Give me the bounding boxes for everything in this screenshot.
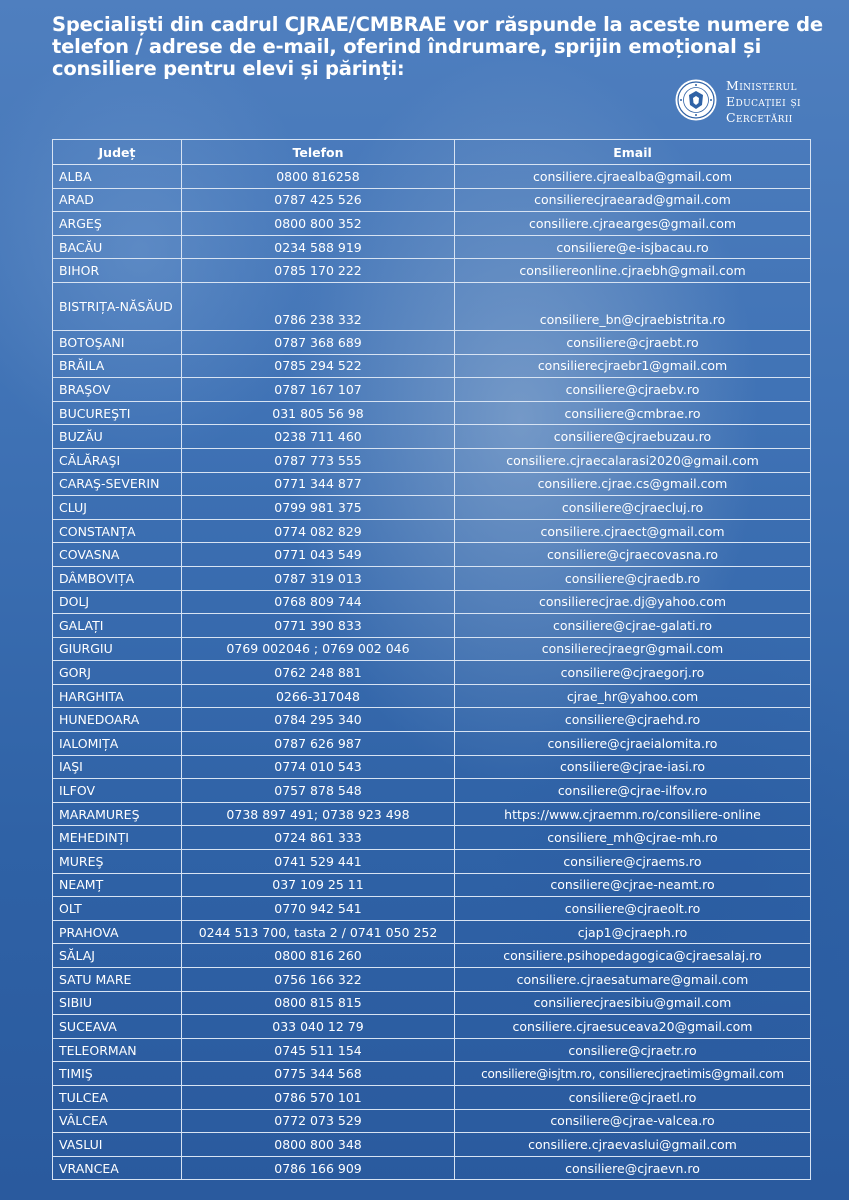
- county-cell: BISTRIȚA-NĂSĂUD: [53, 282, 182, 330]
- phone-cell: 0238 711 460: [182, 425, 455, 449]
- email-cell: consilierecjraegr@gmail.com: [455, 637, 811, 661]
- county-cell: ILFOV: [53, 779, 182, 803]
- county-cell: DÂMBOVIȚA: [53, 566, 182, 590]
- table-row: [53, 1109, 811, 1133]
- county-cell: ARGEŞ: [53, 212, 182, 236]
- phone-cell: 0785 294 522: [182, 354, 455, 378]
- county-cell: BRAŞOV: [53, 378, 182, 402]
- county-cell: NEAMȚ: [53, 873, 182, 897]
- county-cell: MEHEDINȚI: [53, 826, 182, 850]
- county-cell: IALOMIȚA: [53, 732, 182, 756]
- table-row: [53, 991, 811, 1015]
- email-cell: consiliere@cjrae-valcea.ro: [455, 1109, 811, 1133]
- table-row: [53, 1085, 811, 1109]
- email-cell: consiliere@cjraedb.ro: [455, 566, 811, 590]
- email-cell: cjrae_hr@yahoo.com: [455, 684, 811, 708]
- phone-cell: 037 109 25 11: [182, 873, 455, 897]
- table-row: [53, 1156, 811, 1180]
- county-cell: TIMIŞ: [53, 1062, 182, 1086]
- table-row: [53, 448, 811, 472]
- phone-cell: 0741 529 441: [182, 850, 455, 874]
- phone-cell: 0784 295 340: [182, 708, 455, 732]
- phone-cell: 0787 368 689: [182, 330, 455, 354]
- table-row: [53, 1062, 811, 1086]
- table-row: [53, 661, 811, 685]
- county-cell: SĂLAJ: [53, 944, 182, 968]
- romanian-government-seal-icon: [674, 78, 718, 122]
- email-cell: consiliere@cjraecovasna.ro: [455, 543, 811, 567]
- phone-cell: 0787 626 987: [182, 732, 455, 756]
- phone-cell: 0786 570 101: [182, 1085, 455, 1109]
- phone-cell: 0775 344 568: [182, 1062, 455, 1086]
- table-row: [53, 755, 811, 779]
- email-cell: consiliere.cjraect@gmail.com: [455, 519, 811, 543]
- table-row: [53, 235, 811, 259]
- county-cell: HARGHITA: [53, 684, 182, 708]
- table-row: [53, 637, 811, 661]
- county-cell: PRAHOVA: [53, 920, 182, 944]
- email-cell: https://www.cjraemm.ro/consiliere-online: [455, 802, 811, 826]
- table-row: [53, 212, 811, 236]
- email-cell: consiliere@cjraecluj.ro: [455, 496, 811, 520]
- contacts-table: [52, 139, 811, 1180]
- county-cell: VASLUI: [53, 1133, 182, 1157]
- email-cell: consiliere.cjrae.cs@gmail.com: [455, 472, 811, 496]
- phone-cell: 031 805 56 98: [182, 401, 455, 425]
- email-cell: consiliere@cjraebuzau.ro: [455, 425, 811, 449]
- email-cell: consiliere@e-isjbacau.ro: [455, 235, 811, 259]
- county-cell: ARAD: [53, 188, 182, 212]
- email-cell: consiliere@isjtm.ro, consilierecjraetimis@gmail.com: [455, 1062, 811, 1086]
- ministry-name: [726, 78, 801, 126]
- phone-cell: 0800 800 348: [182, 1133, 455, 1157]
- county-cell: CONSTANȚA: [53, 519, 182, 543]
- header-phone: Telefon: [182, 140, 455, 165]
- email-cell: consiliere.cjraevaslui@gmail.com: [455, 1133, 811, 1157]
- county-cell: BACĂU: [53, 235, 182, 259]
- phone-cell: 0266-317048: [182, 684, 455, 708]
- phone-cell: 0770 942 541: [182, 897, 455, 921]
- table-row: [53, 519, 811, 543]
- header-email: Email: [455, 140, 811, 165]
- phone-cell: 0244 513 700, tasta 2 / 0741 050 252: [182, 920, 455, 944]
- table-header-row: [53, 140, 811, 165]
- email-cell: consilierecjrae.dj@yahoo.com: [455, 590, 811, 614]
- email-cell: consiliere@cjraebt.ro: [455, 330, 811, 354]
- county-cell: CĂLĂRAŞI: [53, 448, 182, 472]
- email-cell: consiliere@cjraegorj.ro: [455, 661, 811, 685]
- ministry-line-3: Cercetării: [726, 110, 793, 125]
- table-row: [53, 566, 811, 590]
- table-row: [53, 708, 811, 732]
- county-cell: SATU MARE: [53, 968, 182, 992]
- table-row: [53, 354, 811, 378]
- county-cell: SIBIU: [53, 991, 182, 1015]
- table-row: [53, 188, 811, 212]
- table-row: [53, 779, 811, 803]
- phone-cell: 0800 816 260: [182, 944, 455, 968]
- table-row: [53, 472, 811, 496]
- phone-cell: 0771 390 833: [182, 614, 455, 638]
- phone-cell: 0768 809 744: [182, 590, 455, 614]
- table-row: [53, 1133, 811, 1157]
- ministry-line-2: Educației și: [726, 94, 801, 109]
- phone-cell: 0769 002046 ; 0769 002 046: [182, 637, 455, 661]
- email-cell: consiliere@cjrae-ilfov.ro: [455, 779, 811, 803]
- phone-cell: 0762 248 881: [182, 661, 455, 685]
- phone-cell: 0787 319 013: [182, 566, 455, 590]
- email-cell: consiliere.psihopedagogica@cjraesalaj.ro: [455, 944, 811, 968]
- table-row: [53, 968, 811, 992]
- phone-cell: 0756 166 322: [182, 968, 455, 992]
- county-cell: ALBA: [53, 165, 182, 189]
- phone-cell: 0787 773 555: [182, 448, 455, 472]
- email-cell: consiliere@cjrae-neamt.ro: [455, 873, 811, 897]
- county-cell: VRANCEA: [53, 1156, 182, 1180]
- phone-cell: 0799 981 375: [182, 496, 455, 520]
- email-cell: consiliere.cjraesatumare@gmail.com: [455, 968, 811, 992]
- table-row: [53, 543, 811, 567]
- email-cell: consiliere@cjraehd.ro: [455, 708, 811, 732]
- county-cell: DOLJ: [53, 590, 182, 614]
- county-cell: BOTOŞANI: [53, 330, 182, 354]
- email-cell: cjap1@cjraeph.ro: [455, 920, 811, 944]
- phone-cell: 0757 878 548: [182, 779, 455, 803]
- phone-cell: 0787 425 526: [182, 188, 455, 212]
- phone-cell: 0800 800 352: [182, 212, 455, 236]
- email-cell: consiliere@cjraeolt.ro: [455, 897, 811, 921]
- ministry-logo: [674, 76, 844, 126]
- county-cell: TELEORMAN: [53, 1038, 182, 1062]
- phone-cell: 0774 082 829: [182, 519, 455, 543]
- county-cell: BRĂILA: [53, 354, 182, 378]
- email-cell: consiliere@cjraebv.ro: [455, 378, 811, 402]
- table-row: [53, 826, 811, 850]
- table-row: [53, 684, 811, 708]
- county-cell: GALAȚI: [53, 614, 182, 638]
- county-cell: GORJ: [53, 661, 182, 685]
- table-row: [53, 259, 811, 283]
- email-cell: consiliere_bn@cjraebistrita.ro: [455, 282, 811, 330]
- table-row: [53, 614, 811, 638]
- table-row: [53, 590, 811, 614]
- table-row: [53, 282, 811, 330]
- phone-cell: 0785 170 222: [182, 259, 455, 283]
- phone-cell: 033 040 12 79: [182, 1015, 455, 1039]
- phone-cell: 0774 010 543: [182, 755, 455, 779]
- email-cell: consiliereonline.cjraebh@gmail.com: [455, 259, 811, 283]
- county-cell: MUREŞ: [53, 850, 182, 874]
- header-text: Specialiști din cadrul CJRAE/CMBRAE vor răspunde la aceste numere de telefon / adrese de e-mail, oferind îndrumare, sprijin emoțional și consiliere pentru elevi și părinți:: [52, 13, 823, 80]
- email-cell: consilierecjraesibiu@gmail.com: [455, 991, 811, 1015]
- email-cell: consiliere@cjrae-iasi.ro: [455, 755, 811, 779]
- table-row: [53, 944, 811, 968]
- county-cell: VÂLCEA: [53, 1109, 182, 1133]
- county-cell: GIURGIU: [53, 637, 182, 661]
- phone-cell: 0771 344 877: [182, 472, 455, 496]
- county-cell: HUNEDOARA: [53, 708, 182, 732]
- phone-cell: 0771 043 549: [182, 543, 455, 567]
- email-cell: consiliere.cjraealba@gmail.com: [455, 165, 811, 189]
- phone-cell: 0786 238 332: [182, 282, 455, 330]
- phone-cell: 0800 816258: [182, 165, 455, 189]
- email-cell: consiliere@cjrae-galati.ro: [455, 614, 811, 638]
- phone-cell: 0234 588 919: [182, 235, 455, 259]
- phone-cell: 0772 073 529: [182, 1109, 455, 1133]
- table-row: [53, 425, 811, 449]
- county-cell: BUZĂU: [53, 425, 182, 449]
- county-cell: CARAŞ-SEVERIN: [53, 472, 182, 496]
- table-row: [53, 401, 811, 425]
- table-row: [53, 920, 811, 944]
- phone-cell: 0800 815 815: [182, 991, 455, 1015]
- email-cell: consiliere.cjraearges@gmail.com: [455, 212, 811, 236]
- phone-cell: 0724 861 333: [182, 826, 455, 850]
- county-cell: SUCEAVA: [53, 1015, 182, 1039]
- email-cell: consiliere.cjraesuceava20@gmail.com: [455, 1015, 811, 1039]
- table-row: [53, 496, 811, 520]
- phone-cell: 0787 167 107: [182, 378, 455, 402]
- table-row: [53, 802, 811, 826]
- county-cell: BUCUREŞTI: [53, 401, 182, 425]
- table-row: [53, 1038, 811, 1062]
- phone-cell: 0786 166 909: [182, 1156, 455, 1180]
- table-row: [53, 1015, 811, 1039]
- ministry-line-1: Ministerul: [726, 78, 797, 93]
- email-cell: consiliere@cjraems.ro: [455, 850, 811, 874]
- county-cell: COVASNA: [53, 543, 182, 567]
- header-county: Județ: [53, 140, 182, 165]
- email-cell: consilierecjraearad@gmail.com: [455, 188, 811, 212]
- email-cell: consiliere@cjraetr.ro: [455, 1038, 811, 1062]
- county-cell: IAŞI: [53, 755, 182, 779]
- table-body: [53, 165, 811, 1180]
- email-cell: consiliere_mh@cjrae-mh.ro: [455, 826, 811, 850]
- email-cell: consiliere@cjraevn.ro: [455, 1156, 811, 1180]
- table-row: [53, 165, 811, 189]
- table-row: [53, 897, 811, 921]
- phone-cell: 0745 511 154: [182, 1038, 455, 1062]
- table-row: [53, 873, 811, 897]
- table-row: [53, 850, 811, 874]
- county-cell: CLUJ: [53, 496, 182, 520]
- county-cell: MARAMUREŞ: [53, 802, 182, 826]
- table-row: [53, 732, 811, 756]
- phone-cell: 0738 897 491; 0738 923 498: [182, 802, 455, 826]
- email-cell: consiliere.cjraecalarasi2020@gmail.com: [455, 448, 811, 472]
- county-cell: OLT: [53, 897, 182, 921]
- table-row: [53, 378, 811, 402]
- email-cell: consiliere@cjraeialomita.ro: [455, 732, 811, 756]
- table-row: [53, 330, 811, 354]
- county-cell: BIHOR: [53, 259, 182, 283]
- email-cell: consiliere@cjraetl.ro: [455, 1085, 811, 1109]
- email-cell: consiliere@cmbrae.ro: [455, 401, 811, 425]
- email-cell: consilierecjraebr1@gmail.com: [455, 354, 811, 378]
- county-cell: TULCEA: [53, 1085, 182, 1109]
